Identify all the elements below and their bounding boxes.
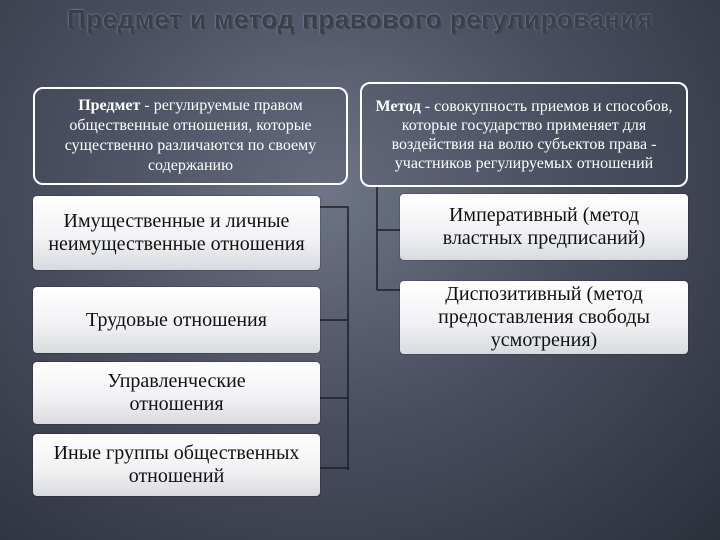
subject-term: Предмет: [78, 97, 141, 114]
subject-item-label: Управленческие отношения: [107, 370, 246, 415]
subject-header: [33, 87, 348, 185]
method-header: [360, 82, 688, 187]
method-item-dispositive: [400, 281, 688, 354]
subject-item-labor: [33, 287, 320, 353]
slide-title: Предмет и метод правового регулирования: [67, 4, 653, 34]
subject-item-other: [33, 434, 320, 496]
subject-definition: - регулируемые правом общественные отношения, которые существенно различаются по своему содержанию: [64, 97, 317, 174]
method-term: Метод: [375, 97, 421, 115]
subject-item-management: [33, 362, 320, 424]
subject-item-label: Иные группы общественных отношений: [53, 442, 300, 487]
subject-item-label: Имущественные и личные неимущественные отношения: [48, 210, 305, 255]
method-item-label: Диспозитивный (метод предоставления свободы усмотрения): [438, 283, 650, 351]
subject-item-property: [33, 196, 320, 270]
subject-item-label: Трудовые отношения: [86, 308, 267, 331]
method-item-imperative: [400, 194, 688, 260]
subject-connector: [320, 207, 348, 470]
method-definition: - совокупность приемов и способов, которые государство применяет для воздействия на волю субъектов права - участников регулируемых отношений: [391, 97, 673, 172]
method-connector: [377, 186, 400, 290]
method-item-label: Императивный (метод властных предписаний): [442, 204, 646, 249]
